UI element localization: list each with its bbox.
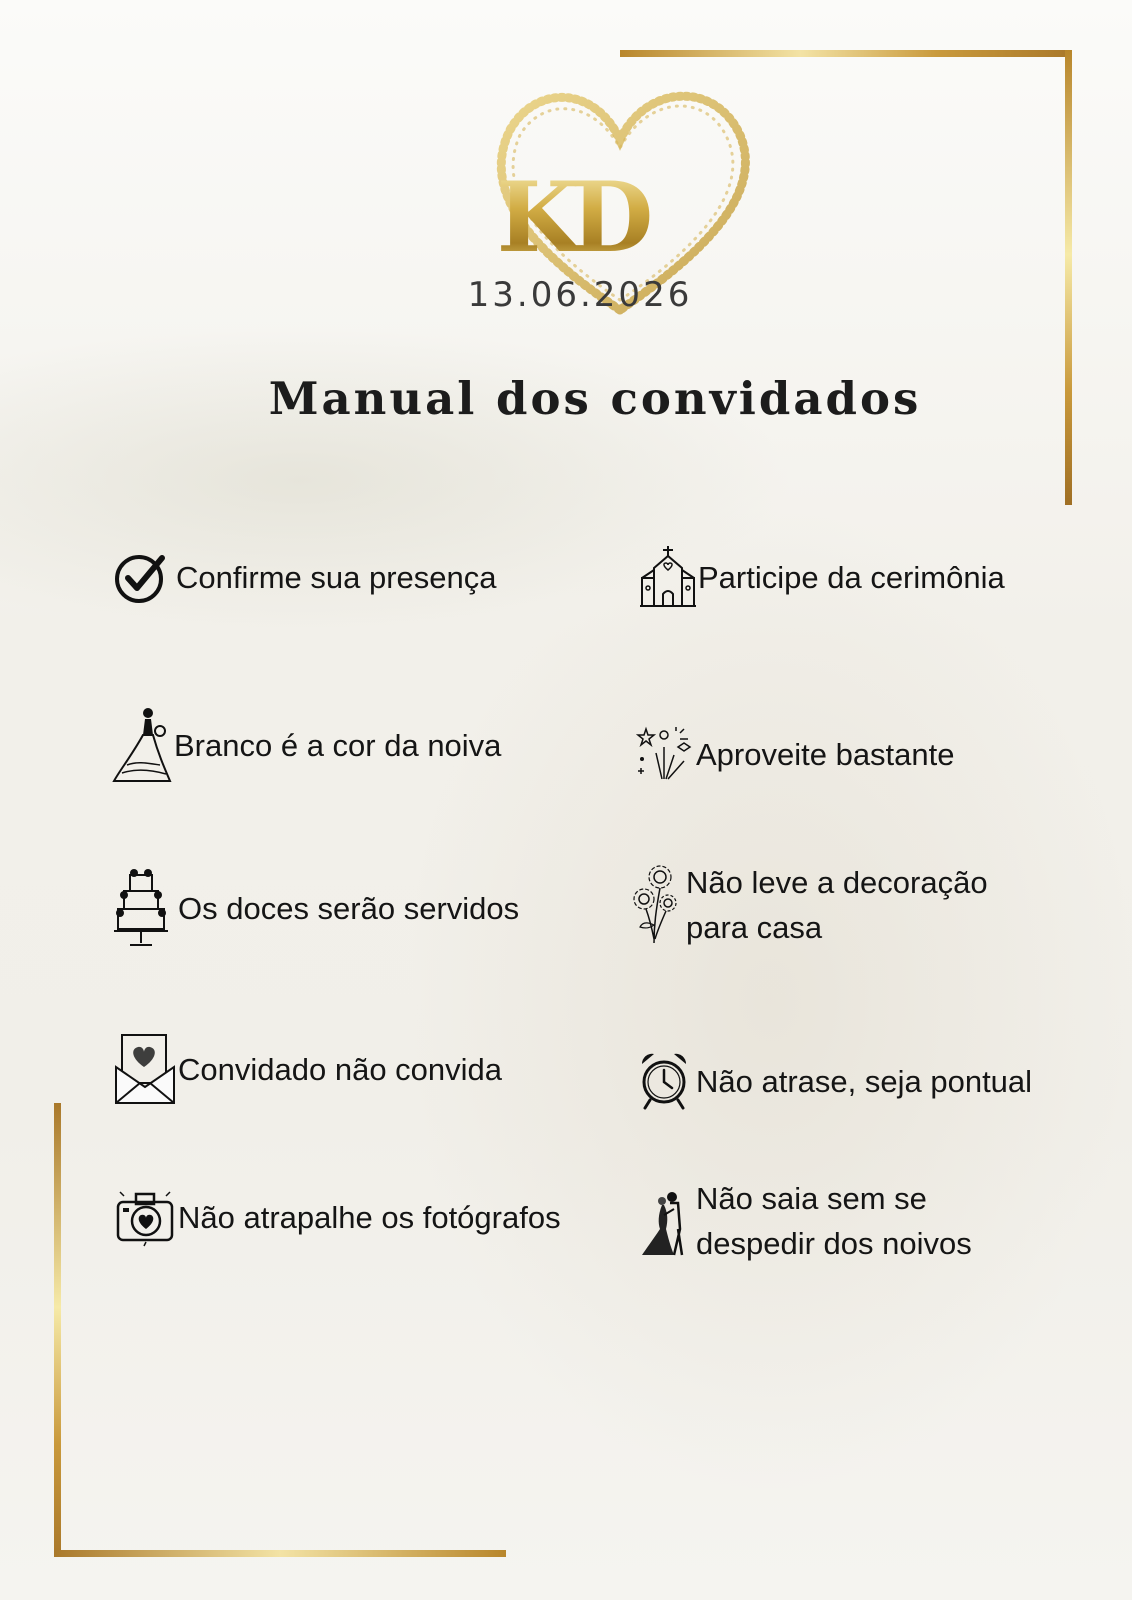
list-item [114,1033,502,1105]
item-label: Não atrase, seja pontual [696,1063,1033,1099]
church-icon [640,544,696,610]
envelope-heart-icon [114,1033,176,1105]
list-item [634,725,955,783]
item-label: Confirme sua presença [176,559,497,595]
alarm-clock-icon [638,1050,690,1112]
item-label: Convidado não convida [178,1051,503,1087]
couple-monogram: KD [460,168,680,268]
flowers-icon [632,865,680,945]
camera-heart-icon [114,1186,176,1248]
couple-dancing-icon [640,1185,696,1257]
check-circle-icon [114,550,168,604]
list-item [112,705,501,785]
list-item [640,544,1005,610]
item-label-line-2: despedir dos noivos [696,1226,972,1261]
gold-frame-top-horizontal [620,50,1072,57]
list-item [114,1186,561,1248]
fireworks-icon [634,725,692,783]
item-label [696,1176,972,1266]
gold-frame-bottom-vertical [54,1103,61,1557]
item-label-line-1: Não saia sem se [696,1181,927,1216]
list-item [640,1176,972,1266]
bride-icon [112,705,172,785]
list-item [632,860,988,950]
item-label: Os doces serão servidos [178,890,520,926]
item-label: Aproveite bastante [696,736,955,772]
item-label: Não atrapalhe os fotógrafos [178,1199,561,1235]
wedding-date: 13.06.2026 [467,275,693,315]
item-label: Branco é a cor da noiva [174,727,502,763]
item-label [686,860,988,950]
item-label-line-2: para casa [686,910,823,945]
gold-frame-top-vertical [1065,50,1072,505]
list-item [112,865,519,951]
page-title: Manual dos convidados [268,372,922,425]
item-label-line-1: Não leve a decoração [686,865,988,900]
item-label: Participe da cerimônia [698,559,1005,595]
list-item [638,1050,1032,1112]
gold-frame-bottom-horizontal [54,1550,506,1557]
wedding-cake-icon [112,865,170,951]
list-item [114,550,497,604]
